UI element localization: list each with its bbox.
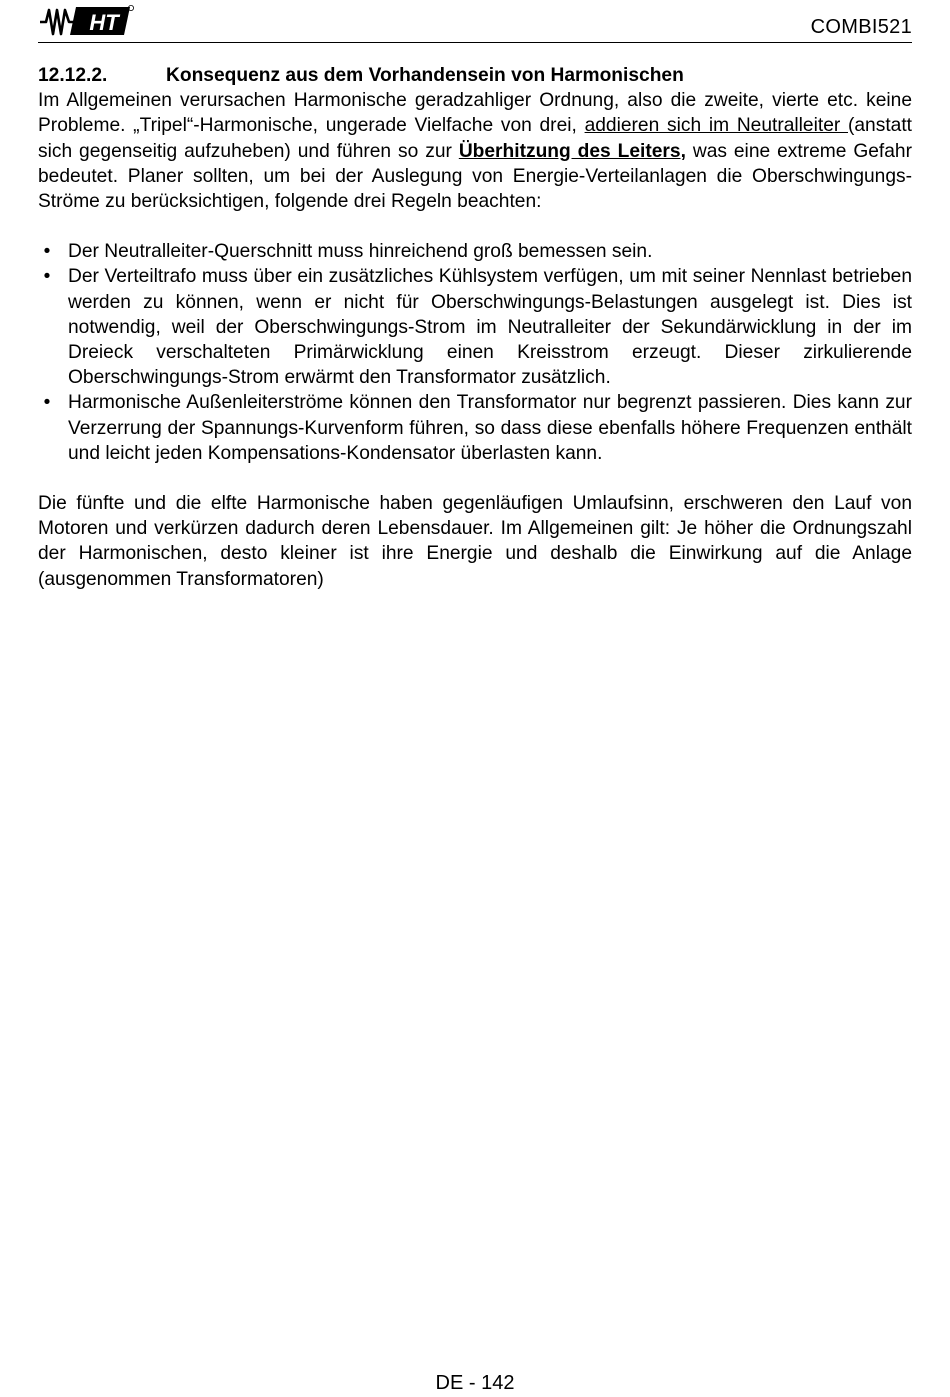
page-content xyxy=(38,63,912,592)
list-item-text: Harmonische Außenleiterströme können den Transformator nur begrenzt passieren. Dies kann zur Verzerrung der Spannungs-Kurvenform führen, so dass diese ebenfalls höhere Frequenzen enthält und leicht jeden Kompensations-Kondensator überlasten kann. xyxy=(68,392,912,464)
intro-bold-underlined: Überhitzung des Leiters, xyxy=(458,140,686,162)
list-item xyxy=(38,239,912,264)
page-number: DE - 142 xyxy=(435,1372,515,1394)
section-number: 12.12.2. xyxy=(38,65,108,86)
list-item xyxy=(38,264,912,390)
rules-list xyxy=(38,239,912,466)
bullet-icon: • xyxy=(43,241,51,263)
model-name: COMBI521 xyxy=(810,16,912,38)
intro-text-1: Im Allgemeinen verursachen Harmonische geradzahliger Ordnung, also die zweite, vierte etc. keine Probleme. „Tripel“-Harmonische, ungerade Vielfache von drei, xyxy=(38,90,912,137)
spacer xyxy=(38,214,912,239)
intro-text-2: (anstatt sich gegenseitig aufzuheben) und führen so zur xyxy=(38,115,912,162)
ht-logo xyxy=(38,4,134,38)
bullet-icon: • xyxy=(43,392,51,414)
bullet-icon: • xyxy=(43,266,51,288)
intro-text-3: was eine extreme Gefahr bedeutet. Planer sollten, um bei der Auslegung von Energie-Verteilanlagen die Oberschwingungs-Ströme zu berücksichtigen, folgende drei Regeln beachten: xyxy=(38,140,912,213)
intro-paragraph xyxy=(38,88,912,214)
closing-paragraph: Die fünfte und die elfte Harmonische haben gegenläufigen Umlaufsinn, erschweren den Lauf von Motoren und verkürzen dadurch deren Lebensdauer. Im Allgemeinen gilt: Je höher die Ordnungszahl der Harmonischen, desto kleiner ist ihre Energie und deshalb die Einwirkung auf die Anlage (ausgenommen Transformatoren) xyxy=(38,493,912,590)
page-header xyxy=(38,4,912,43)
list-item-text: Der Verteiltrafo muss über ein zusätzliches Kühlsystem verfügen, um mit seiner Nennlast betrieben werden zu können, wenn er nicht für Oberschwingungs-Belastungen ausgelegt ist. Dies ist notwendig, weil der Oberschwingungs-Strom im Neutralleiter der Sekundärwicklung in der im Dreieck verschalteten Primärwicklung einen Kreisstrom erzeugt. Dieser zirkulierende Oberschwingungs-Strom erwärmt den Transformator zusätzlich. xyxy=(68,266,912,389)
section-title: Konsequenz aus dem Vorhandensein von Harmonischen xyxy=(166,65,684,86)
list-item xyxy=(38,390,912,466)
section-heading xyxy=(38,63,912,88)
intro-underlined-1: addieren sich im Neutralleiter xyxy=(584,115,848,137)
list-item-text: Der Neutralleiter-Querschnitt muss hinreichend groß bemessen sein. xyxy=(68,241,653,263)
spacer xyxy=(38,466,912,491)
logo-text: HT xyxy=(89,10,119,35)
